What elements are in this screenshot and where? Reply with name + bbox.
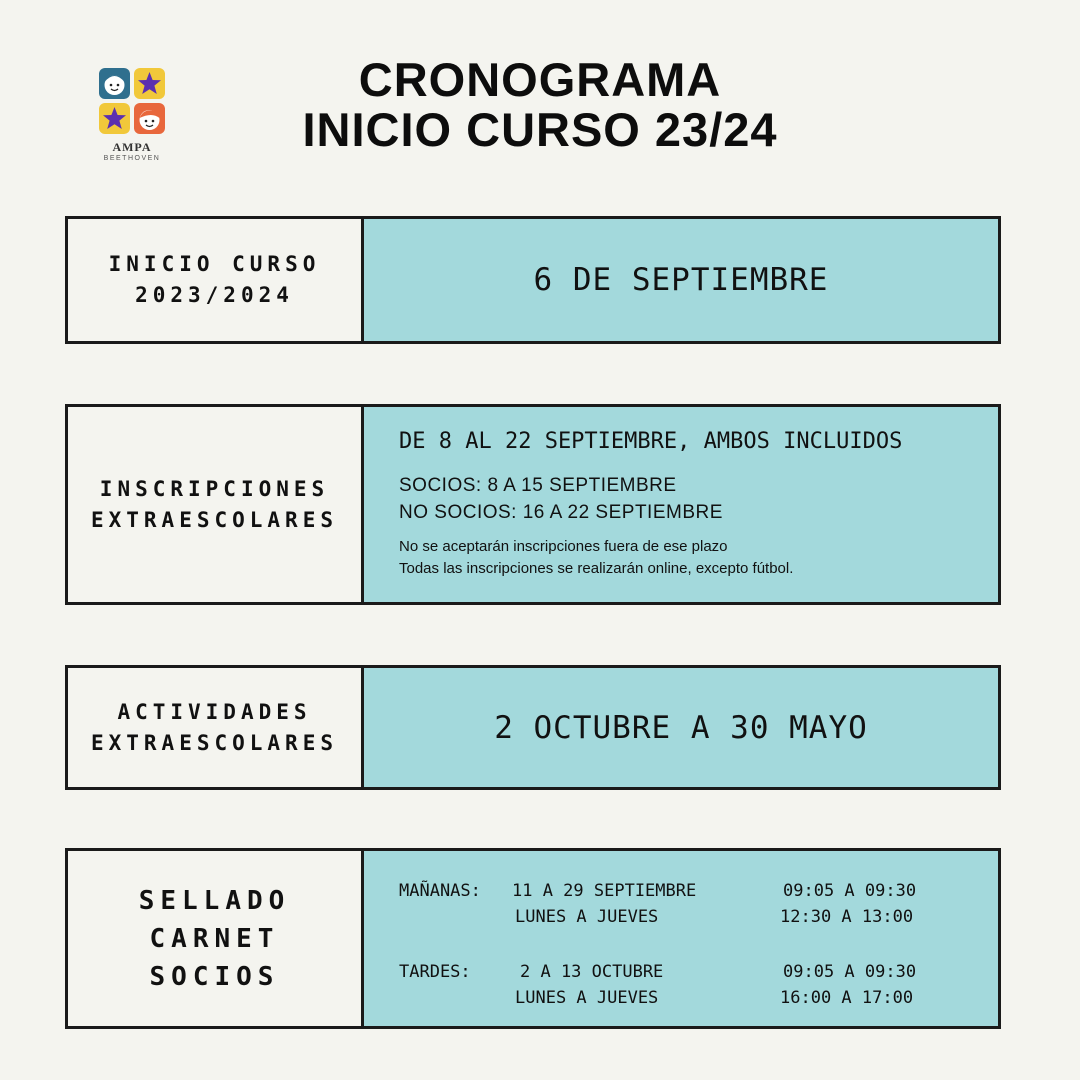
tardes-time: 09:05 A 09:30 (783, 962, 917, 982)
tardes-dates: 2 A 13 OCTUBRE (520, 962, 664, 982)
row-label (68, 668, 364, 787)
star-icon (134, 68, 165, 99)
value-text: 2 OCTUBRE A 30 MAYO (494, 709, 868, 746)
page-title-line2: INICIO CURSO 23/24 (302, 103, 778, 156)
boy-face-icon (99, 68, 130, 99)
label-line: EXTRAESCOLARES (90, 507, 338, 532)
mananas-time: 09:05 A 09:30 (783, 881, 917, 901)
row-value (364, 668, 998, 787)
inscripciones-socios: SOCIOS: 8 A 15 SEPTIEMBRE (399, 475, 677, 496)
star-icon (99, 103, 130, 134)
value-text: 6 DE SEPTIEMBRE (533, 262, 829, 298)
row-inicio-curso (65, 216, 1001, 344)
mananas-days: LUNES A JUEVES (515, 907, 659, 927)
row-sellado-carnet (65, 848, 1001, 1029)
inscripciones-no-socios: NO SOCIOS: 16 A 22 SEPTIEMBRE (399, 502, 723, 523)
row-inscripciones (65, 404, 1001, 605)
row-value (364, 407, 998, 602)
inscripciones-note: No se aceptarán inscripciones fuera de ese plazo (399, 538, 728, 555)
logo-grid (99, 68, 165, 134)
inscripciones-note: Todas las inscripciones se realizarán online, excepto fútbol. (399, 560, 794, 577)
logo-subtitle: BEETHOVEN (103, 155, 161, 162)
label-line: 2023/2024 (135, 283, 294, 307)
mananas-time: 12:30 A 13:00 (780, 907, 914, 927)
tardes-days: LUNES A JUEVES (515, 988, 659, 1008)
girl-face-icon (134, 103, 165, 134)
label-line: SOCIOS (149, 961, 280, 992)
ampa-logo (96, 68, 168, 168)
tardes-time: 16:00 A 17:00 (780, 988, 914, 1008)
label-line: INICIO CURSO (108, 252, 321, 276)
row-value (364, 219, 998, 341)
row-label (68, 219, 364, 341)
label-line: CARNET (149, 923, 280, 954)
row-label (68, 407, 364, 602)
mananas-label: MAÑANAS: (399, 881, 481, 901)
label-line: EXTRAESCOLARES (90, 730, 338, 755)
tardes-label: TARDES: (399, 962, 471, 982)
label-line: SELLADO (138, 885, 291, 916)
logo-name: AMPA (112, 140, 152, 154)
page-title-line1: CRONOGRAMA (358, 53, 722, 106)
inscripciones-main: DE 8 AL 22 SEPTIEMBRE, AMBOS INCLUIDOS (399, 429, 903, 454)
mananas-dates: 11 A 29 SEPTIEMBRE (512, 881, 697, 901)
row-actividades (65, 665, 1001, 790)
label-line: ACTIVIDADES (117, 699, 312, 724)
row-value (364, 851, 998, 1026)
row-label (68, 851, 364, 1026)
label-line: INSCRIPCIONES (99, 476, 330, 501)
